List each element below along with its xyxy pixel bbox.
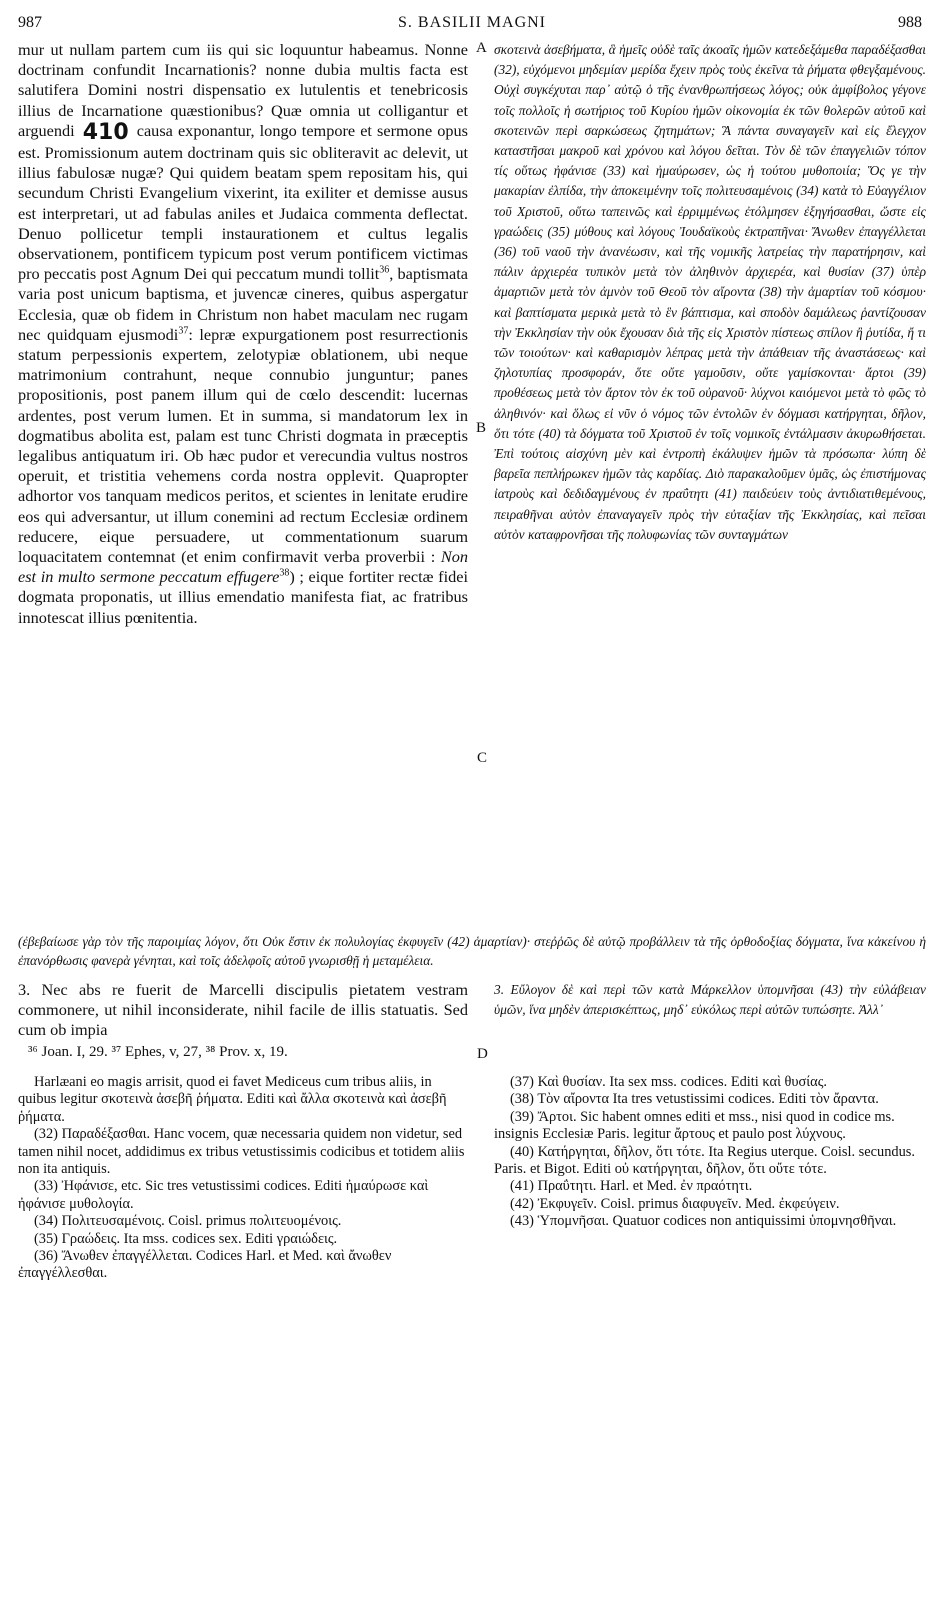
note: (33) Ἠφάνισε, etc. Sic tres vetustissimi codices. Editi ἠμαύρωσε καὶ ἠφάνισε μυθολογία.: [18, 1178, 429, 1212]
note: (32) Παραδέξασθαι. Hanc vocem, quæ necessaria quidem non videtur, sed tamen nihil nocet, addidimus ex tribus vetustissimis codicibus et totidem aliis non ita antiquis.: [18, 1126, 465, 1178]
critical-notes-right: [494, 1074, 926, 1374]
greek-paragraph-2: 3. Εὔλογον δὲ καὶ περὶ τῶν κατὰ Μάρκελλον ὑπομνῆσαι (43) τὴν εὐλάβειαν ὑμῶν, ἵνα μηδὲν ἀπερισκέπτως, μηδ᾽ εὐκόλως περὶ αὐτῶν τυπώσητε. Ἀλλ᾽: [494, 982, 926, 1018]
margin-marker-c: C: [477, 750, 488, 766]
running-header: [18, 8, 926, 36]
footnote-ref-36: 36: [379, 264, 390, 276]
greek-paragraph-1: σκοτεινὰ ἀσεβήματα, ἃ ἡμεῖς οὐδὲ ταῖς ἀκοαῖς ἡμῶν κατεδεξάμεθα παραδέξασθαι (32), εὐχόμενοι μηδεμίαν μερίδα ἔχειν πρὸς τοὺς ἐκεῖνα τὰ ῥήματα φθεγξαμένους. Οὐχὶ συγκέχυται παρ᾽ αὐτῷ ὁ τῆς ἐνανθρωπήσεως λόγος; οὐκ ἀμφίβολος γέγονε τοῖς πολλοῖς ἡ σωτήριος τοῦ Κυρίου ἡμῶν οἰκονομία ἐκ τῶν θολερῶν αὐτοῦ καὶ σκοτεινῶν περὶ σαρκώσεως ζητημάτων; Ἃ πάντα συναγαγεῖν καὶ εἰς ἔλεγχον καταστῆσαι μακροῦ καὶ χρόνου καὶ λόγου δεῖται. Τὸν δὲ τῶν ἐπαγγελιῶν τόπον τίς οὕτως ἠφάνισε (33) καὶ ἠμαύρωσεν, ὡς ἡ τούτου μυθοποιία; Ὅς γε τὴν μακαρίαν ἐλπίδα, τὴν ἀποκειμένην τοῖς πολιτευσαμένοις (34) κατὰ τὸ Εὐαγγέλιον τοῦ Χριστοῦ, οὕτω ταπεινῶς καὶ ἐρριμμένως ἐτόλμησεν ἐξηγήσασθαι, ὥστε εἰς γραώδεις (35) μύθους καὶ λόγους Ἰουδαϊκοὺς ἐκτραπῆναι· Ἄνωθεν ἐπαγγέλλεται (36) τοῦ ναοῦ τὴν ἀνανέωσιν, καὶ τῆς νομικῆς λατρείας τὴν παρατήρησιν, καὶ πάλιν ἀρχιερέα τυπικὸν μετὰ τὸν ἀληθινὸν ἀρχιερέα, καὶ θυσίαν (37) ὑπὲρ ἁμαρτιῶν μετὰ τὸν ἀμνὸν τοῦ Θεοῦ τὸν αἴροντα (38) τὴν ἁμαρτίαν τοῦ κόσμου· καὶ βαπτίσματα μερικὰ μετὰ τὸ ἓν βάπτισμα, καὶ σποδὸν δαμάλεως ῥαντίζουσαν τὴν Ἐκκλησίαν τὴν οὐκ ἔχουσαν διὰ τῆς εἰς Χριστὸν πίστεως σπίλον ἢ ῥυτίδα, ἤ τι τῶν τοιούτων· καὶ καθαρισμὸν λέπρας μετὰ τὴν ἀπάθειαν τῆς ἀναστάσεως· καὶ ζηλοτυπίας προσφοράν, ὅτε οὔτε γαμοῦσιν, οὔτε γαμίσκονται· ἄρτοι (39) προθέσεως μετὰ τὸν ἄρτον τὸν ἐκ τοῦ οὐρανοῦ· λύχνοι καιόμενοι μετὰ τὸ φῶς τὸ ἀληθινόν· καὶ ὅλως εἰ νῦν ὁ νόμος τῶν ἐντολῶν ἐν δόγμασι κατήργηται, δῆλον, ὅτι τότε (40) τὰ δόγματα τοῦ Χριστοῦ ἐν τοῖς νομικοῖς ἐντάλμασιν ἀκυρωθήσεται. Ἐπὶ τούτοις αἰσχύνη μὲν καὶ ἐντροπὴ ἐκάλυψεν ἡμῶν τὰ πρόσωπα· λύπη δὲ βαρεῖα πεπλήρωκεν ἡμῶν τὰς καρδίας. Διὸ παρακαλοῦμεν ὑμᾶς, ὡς ἐπιστήμονας ἰατροὺς καὶ δεδιδαγμένους ἐν πραΰτητι (41) παιδεύειν τοὺς ἀντιδιατιθεμένους, πειραθῆναι αὐτὸν ἐπαναγαγεῖν πρὸς τὴν εὐταξίαν τῆς Ἐκκλησίας, καὶ πεῖσαι αὐτὸν καταφρονῆσαι τῆς πολυφωνίας τῶν συνταγμάτων: [494, 42, 926, 542]
latin-column: [18, 40, 468, 928]
note: Harlæani eo magis arrisit, quod ei favet Mediceus cum tribus aliis, in quibus legitur σκοτεινὰ ἀσεβῆ ῥήματα. Editi καὶ ἄλλα σκοτεινὰ καὶ ἀσεβῆ ῥήματα.: [18, 1074, 447, 1125]
note: (36) Ἄνωθεν ἐπαγγέλλεται. Codices Harl. et Med. καὶ ἄνωθεν ἐπαγγέλλεσθαι.: [18, 1248, 392, 1282]
footnote-ref-38: 38: [279, 567, 290, 579]
greek-spanning-text: (ἐβεβαίωσε γὰρ τὸν τῆς παροιμίας λόγον, ὅτι Οὐκ ἔστιν ἐκ πολυλογίας ἐκφυγεῖν (42) ἁμαρτίαν)· στεῤῥῶς δὲ αὐτῷ προβάλλειν τὰ τῆς ὀρθοδοξίας δόγματα, ἵνα κἀκείνου ἡ ἐπανόρθωσις φανερὰ γένηται, καὶ τοῖς ἀδελφοῖς αὐτοῦ γνωρισθῇ ἡ μεταμέλεια.: [18, 934, 926, 968]
latin-paragraph-2: 3. Nec abs re fuerit de Marcelli discipulis pietatem vestram commonere, ut nihil inconsiderate, nihil facile de illis statuatis. Sed cum ob impia: [18, 980, 468, 1040]
note: (39) Ἄρτοι. Sic habent omnes editi et mss., nisi quod in codice ms. insignis Ecclesiæ Paris. legitur ἄρτους et paulo post λύχνους.: [494, 1108, 895, 1143]
page: [18, 8, 926, 1588]
greek-column: [494, 40, 926, 928]
note: (43) Ὑπομνῆσαι. Quatuor codices non antiquissimi ὑπομνησθῆναι.: [510, 1213, 897, 1230]
note: (38) Τὸν αἴροντα Ita tres vetustissimi codices. Editi τὸν ἄραντα.: [510, 1091, 879, 1108]
note: (41) Πραΰτητι. Harl. et Med. ἐν πραότητι.: [510, 1178, 753, 1195]
latin-section-3: [18, 980, 468, 1042]
latin-paragraph-1: mur ut nullam partem cum iis qui sic loquuntur habeamus. Nonne doctrinam confundit Incarnationis? nonne dubia multis facta est salutifera Domini nostri dispensatio ex lutulentis et tenebricosis illius de Incarnatione quæstionibus? Quæ omnia ut colligantur et arguendi 410 causa exponantur, longo tempore et sermone opus est. Promissionum autem doctrinam quis sic obliteravit ac delevit, ut illius fabulosæ nugæ? Qui quidem beatam spem repositam his, qui secundum Christi Evangelium vixerint, ita exiliter et demisse ausus est interpretari, ut ad fabulas aniles et Judaica commenta deflectat. Denuo pollicetur templi instaurationem et cultus legalis observationem, pontificem typicum post verum pontificem victimas pro peccatis post Agnum Dei qui peccatum mundi tollit$^{36}$, baptismata varia post unicum baptisma, et juvencæ cineres, quibus aspergatur Ecclesia, quæ ob fidem in Christum non habet maculam nec rugam nec quidquam ejusmodi$^{37}$: lepræ expurgationem post resurrectionis statum perpessionis expertem, zelotypiæ oblationem, ubi neque matrimonium contrahunt, neque connubio junguntur; panes propositionis, post panem illum qui de cœlo descendit: lucernas ardentes, post verum lumen. Et in summa, si mandatorum lex in dogmatibus abolita est, palam est tunc Christi dogmata in præceptis legalibus antiquatum iri. Ob hæc pudor et verecundia vultus nostros operuit, et tristitia vehemens corda nostra opplevit. Quapropter adhortor vos tanquam medicos peritos, et scientes in lenitate erudire eos qui adversantur, ut illum conemini ad rectum Ecclesiæ ordinem reducere, eique persuadere, ut commentationum suarum loquacitatem contemnat (et enim confirmavit verba proverbii : Non est in multo sermone peccatum effugere$^{38}$) ; eique fortiter rectæ fidei dogmata proponatis, ut illius emendatio manifesta fiat, ac fratribus innotescat illius pœnitentia.: [18, 40, 468, 627]
running-title: S. BASILII MAGNI: [398, 14, 546, 31]
margin-marker-a: A: [476, 40, 487, 56]
note: (34) Πολιτευσαμένοις. Coisl. primus πολιτευομένοις.: [34, 1213, 342, 1230]
edition-page-number: 410: [82, 119, 129, 145]
scripture-footnotes: ³⁶ Joan. I, 29. ³⁷ Ephes, v, 27, ³⁸ Prov. x, 19.: [28, 1044, 288, 1060]
margin-marker-b: B: [476, 420, 487, 436]
note: (42) Ἐκφυγεῖν. Coisl. primus διαφυγεῖν. Med. ἐκφεύγειν.: [510, 1195, 840, 1212]
margin-marker-d: D: [477, 1046, 488, 1062]
note: (35) Γραώδεις. Ita mss. codices sex. Editi γραιώδεις.: [34, 1230, 338, 1247]
note: (37) Καὶ θυσίαν. Ita sex mss. codices. Editi καὶ θυσίας.: [510, 1074, 828, 1090]
note: (40) Κατήργηται, δῆλον, ὅτι τότε. Ita Regius uterque. Coisl. secundus. Paris. et Bigot. Editi οὐ κατήργηται, δῆλον, ὅτι οὔτε τότε.: [494, 1143, 915, 1178]
right-page-number: 988: [898, 14, 922, 31]
proverb-quote: Non est in multo sermone peccatum effugere: [18, 547, 468, 587]
footnote-ref-37: 37: [178, 325, 189, 337]
critical-notes-left: [18, 1074, 470, 1374]
greek-section-3: [494, 980, 926, 1042]
left-page-number: 987: [18, 14, 42, 31]
